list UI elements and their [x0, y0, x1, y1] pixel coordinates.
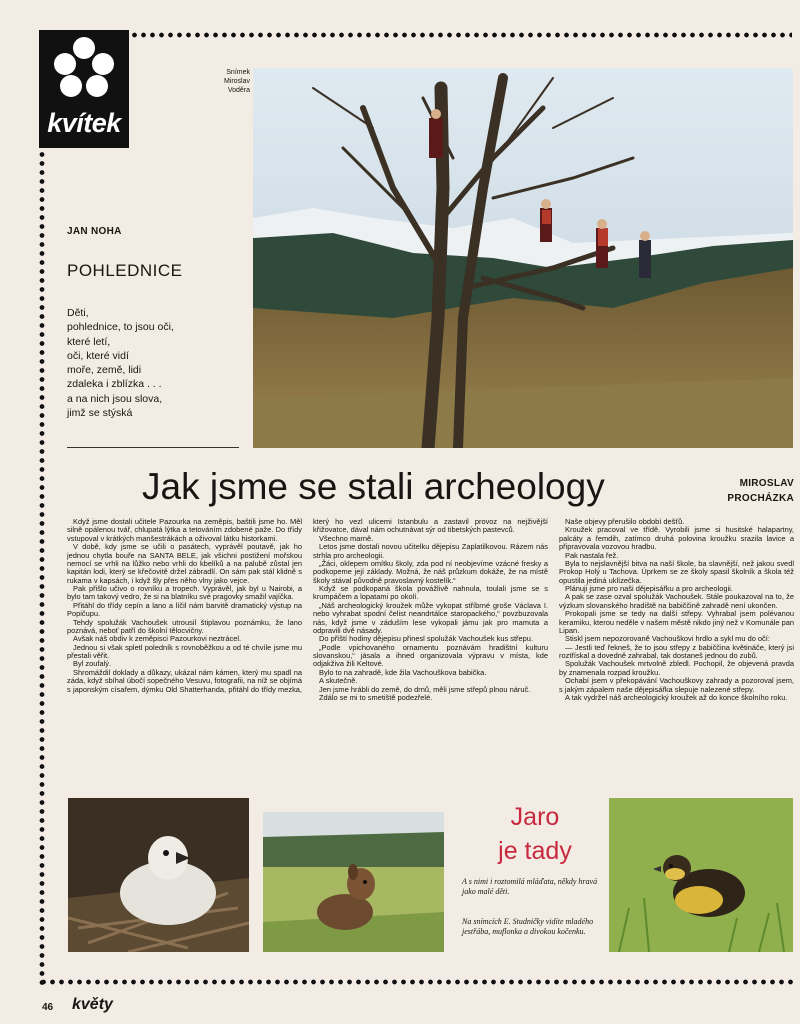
article-paragraph: Přitáhl do třídy cepín a lano a líčil nám barvitě dramatický výstup na Popičupu.: [67, 600, 302, 619]
photo-caption: Na snímcích E. Studničky vidíte mladého jestřába, muflonka a divokou kočenku.: [462, 917, 594, 936]
article-paragraph: Byla to nejslavnější bitva na naší škole, ba slavnější, než jakou svedl Prokop Holý u Tachova. Úprkem se ze školy spasil školník a škola též opustila jediná uklízečka.: [559, 558, 794, 585]
article-paragraph: Byl zoufalý.: [73, 659, 112, 669]
article-paragraph: Do příští hodiny dějepisu přinesl spolužák Vachoušek kus střepu.: [319, 634, 534, 644]
article-paragraph: Kroužek pracoval ve třídě. Vyrobili jsme si husitské halapartny, palcáty a řemdih, zatímco druhá polovina kroužku srazila lavice a připravovala vozovou hradbu.: [559, 525, 794, 552]
article-paragraph: Jen jsme hrábli do země, do drnů, měli jsme střepů plnou náruč.: [319, 684, 531, 694]
young-hawk-photo: [68, 798, 249, 952]
article-paragraph: Pak přišlo učivo o rovníku a tropech. Vyprávěl, jak byl u Nairobi, a bylo tam takový vedro, že si na blatníku své pragovky smažil vajíčka.: [67, 584, 302, 602]
article-paragraph: V době, kdy jsme se učili o pasátech, vyprávěl poutavě, jak ho jednou chytla bouře na SANTA BELE, jak všichni postižení mořskou nemocí se vrhli na lůžko nebo vrhli do kbelíků a na palubě zůstal jen kapitán lodi, který se křečovitě držel zábradlí. On sám pak stál klidně s rukama v kapsách, i když šly přes něho vlny jako vejce.: [67, 542, 302, 585]
article-paragraph: Ochabí jsem v překopávání Vachouškovy zahrady a pozoroval jsem, s jakým zápalem naše dějepisářka slepuje nalezené střepy.: [559, 676, 794, 694]
article-paragraph: Shromáždil doklady a důkazy, ukázal nám kámen, který mu spadl na záda, když sbíhal úbočí sopečného Vesuvu, fotografii, na níž se objímá s japonským císařem, dýmku Old Shatterhanda, přitáhl do třídy mezka, který ho vezl ulicemi Istanbulu a zastavil provoz na nejživější křižovatce, dával nám ochutnávat sýr od tibetských pastevců.: [67, 518, 548, 694]
article-paragraph: „Podle vpichovaného ornamentu poznávám hradištní kulturu slovanskou,“ jásala a ihned organizovala výpravu v místa, kde odjakživa žili Keltové.: [313, 642, 548, 669]
article-paragraph: Když se podkopaná škola povážlivě nahnula, toulali jsme se s krumpáčem a lopatami po okolí.: [313, 584, 548, 602]
duckling-photo: [609, 798, 793, 952]
article-headline: Jak jsme se stali archeology: [142, 466, 605, 507]
article-paragraph: „Náš archeologický kroužek může vykopat stříbrné groše Václava I. nebo vyhrabat spodní čelist neandrtálce staropackého,“ povzbuzovala nás, když jsme v záduším lese vykopali jámu jak pro mamuta a odpravili dvě násady.: [313, 600, 548, 635]
poem-line: zdaleka i zblízka . . .: [67, 378, 162, 391]
logo-text: kvítek: [47, 108, 121, 138]
magazine-name: květy: [72, 996, 113, 1013]
poem-line: které letí,: [67, 335, 111, 348]
article-paragraph: Zdálo se mi to smetiště podezřelé.: [319, 692, 433, 702]
page-number: 46: [42, 1002, 54, 1013]
article-paragraph: A pak se zase ozval spolužák Vachoušek. Stále poukazoval na to, že výzkum slovanského hradiště na babiččině zahradě není ukončen.: [559, 592, 794, 610]
poem-author: JAN NOHA: [67, 226, 122, 237]
feature-caption: A s nimi i roztomilá mláďata, někdy hravá jako malé děti.: [462, 877, 598, 896]
article-paragraph: Letos jsme dostali novou učitelku dějepisu Zaplatilkovou. Rázem nás strhla pro archeologii.: [313, 542, 548, 560]
children-climbing-tree-photo: [253, 68, 793, 448]
flower-icon: [51, 36, 117, 106]
article-paragraph: „Žáci, oklepem omítku školy, zda pod ní neobjevíme vzácné fresky a podkopeme její základy. Možná, že náš průzkum dokáže, že na místě školy stával původně pravoslavný kostelík.“: [313, 558, 548, 585]
dotted-border-top: [130, 32, 792, 38]
article-paragraph: Avšak náš obdiv k zeměpisci Pazourkovi neztrácel.: [73, 634, 242, 644]
divider: [67, 447, 239, 448]
article-paragraph: — Jestli teď řekneš, že to jsou střepy z babiččina květináče, který jsi roztřískal a dovedně zahrabal, tak dostaneš jednou do zubů.: [559, 642, 794, 660]
poem-title: POHLEDNICE: [67, 261, 183, 280]
poem-line: Děti,: [67, 307, 89, 319]
article-paragraph: Pak nastala řež.: [565, 550, 619, 560]
article-paragraph: Plánuji jsme pro naši dějepisářku a pro archeologii.: [565, 584, 733, 593]
article-paragraph: Stiskl jsem nepozorovaně Vachouškovi hrdlo a sykl mu do očí:: [565, 634, 770, 644]
article-paragraph: A tak vydržel náš archeologický kroužek až do konce školního roku.: [565, 692, 788, 702]
article-body: [67, 518, 794, 786]
article-paragraph: Tehdy spolužák Vachoušek utrousil štiplavou poznámku, že lano poznává, neboť patří do školní tělocvičny.: [67, 617, 302, 635]
article-paragraph: Spolužák Vachoušek mrtvolně zbledl. Pochopil, že objevená pravda by znamenala rozpad kroužku.: [559, 659, 794, 677]
article-paragraph: Když jsme dostali učitele Pazourka na zeměpis, baštili jsme ho. Měl silně opálenou tvář, chlupatá lýtka a tetováním zdobené paže. Do třídy vstupoval v krátkých manšestrákách a oživoval látku historkami.: [67, 518, 302, 543]
article-paragraph: Všechno marně.: [319, 533, 374, 543]
poem-line: jimž se stýská: [67, 407, 133, 420]
article-paragraph: Naše objevy přerušilo období dešťů.: [565, 518, 685, 526]
dotted-border-left: [39, 150, 45, 985]
article-paragraph: Prokopali jsme se tedy na další střepy. Vyhrabal jsem polévanou keramiku, kterou neděle v našem městě nikdo jiný než v Komunále pan Lipan.: [559, 609, 794, 635]
article-byline: MIROSLAV PROCHÁZKA: [727, 478, 794, 504]
article-paragraph: Jednou si však spletl poledník s rovnoběžkou a od té chvíle jsme mu přestali věřit.: [67, 642, 302, 660]
young-mouflon-photo: [263, 812, 444, 952]
feature-title: Jaro je tady: [498, 803, 572, 865]
poem-text: [67, 306, 237, 420]
kvitek-logo: [39, 30, 129, 148]
article-paragraph: Bylo to na zahradě, kde žila Vachouškova babička.: [319, 667, 487, 677]
dotted-border-bottom: [39, 979, 794, 985]
poem-line: moře, země, lidi: [67, 364, 142, 377]
poem-line: pohlednice, to jsou oči,: [67, 321, 174, 334]
poem-line: oči, které vidí: [67, 349, 129, 362]
photo-credit: Snímek Miroslav Voděra: [223, 69, 250, 94]
poem-line: a na nich jsou slova,: [67, 392, 163, 405]
article-paragraph: A skutečně.: [319, 676, 358, 686]
